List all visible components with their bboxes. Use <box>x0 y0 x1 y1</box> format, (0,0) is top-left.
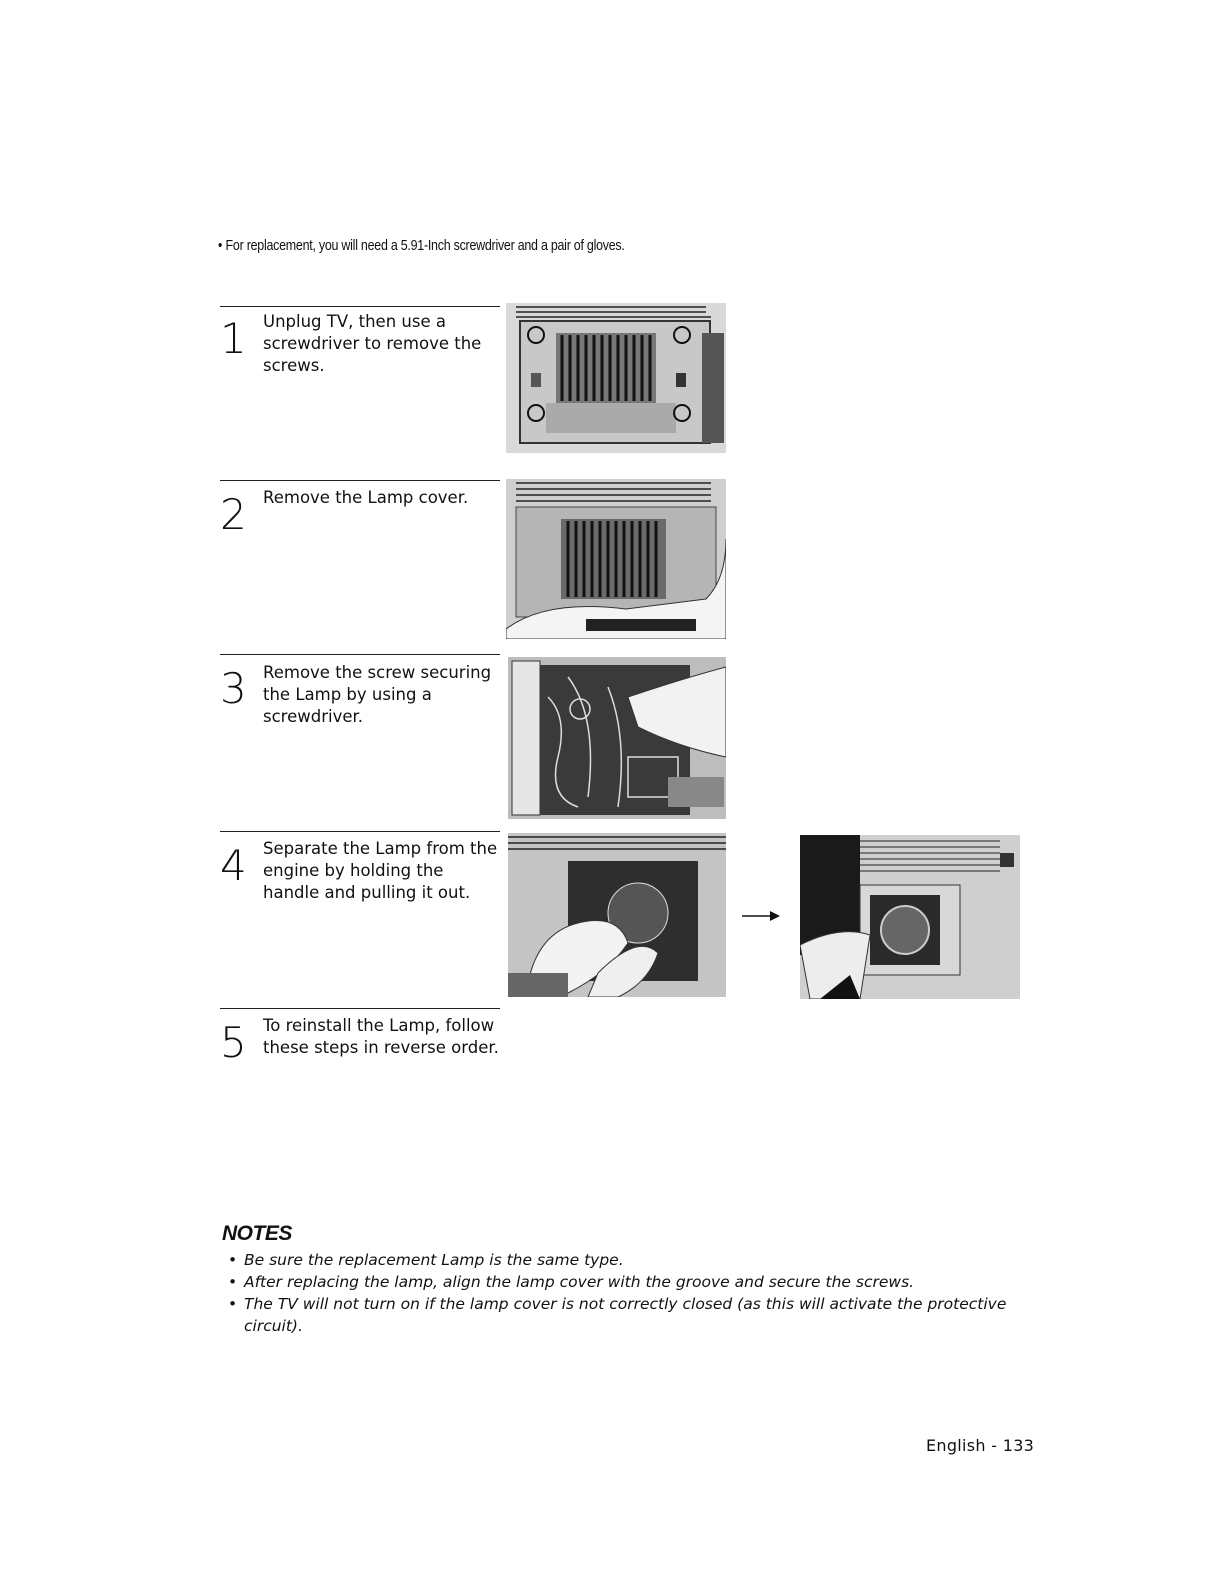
notes-list <box>226 1249 1016 1337</box>
step-5-text: To reinstall the Lamp, follow these steps in reverse order. <box>263 1016 499 1057</box>
intro-bullet: • <box>218 238 223 254</box>
step-3-photo-lamp-screw <box>508 657 726 819</box>
intro-note <box>218 238 625 254</box>
step-1-rule <box>220 306 500 307</box>
step-4-photo-grip-handle <box>508 833 726 997</box>
step-2-number: 2 <box>220 490 247 539</box>
step-1-photo-rear-panel <box>506 303 726 453</box>
step-4-rule <box>220 831 500 832</box>
note-text: Be sure the replacement Lamp is the same type. <box>244 1251 624 1269</box>
note-bullet: • <box>228 1273 238 1291</box>
step-4-number: 4 <box>220 841 247 890</box>
step-1-number: 1 <box>220 314 247 363</box>
right-arrow-icon <box>742 909 780 923</box>
intro-text: For replacement, you will need a 5.91-Inch screwdriver and a pair of gloves. <box>225 238 625 254</box>
list-item <box>226 1249 1016 1271</box>
step-3-number: 3 <box>220 664 247 713</box>
note-bullet: • <box>228 1251 238 1269</box>
step-4-photo-lamp-removed <box>800 835 1020 999</box>
step-2-rule <box>220 480 500 481</box>
step-2-text: Remove the Lamp cover. <box>263 488 469 507</box>
note-text: After replacing the lamp, align the lamp cover with the groove and secure the screws. <box>244 1273 915 1291</box>
step-5-number: 5 <box>220 1018 247 1067</box>
step-4-text: Separate the Lamp from the engine by holding the handle and pulling it out. <box>263 839 498 902</box>
step-3-rule <box>220 654 500 655</box>
step-3-text: Remove the screw securing the Lamp by using a screwdriver. <box>263 663 492 726</box>
list-item <box>226 1293 1016 1337</box>
step-1-text: Unplug TV, then use a screwdriver to remove the screws. <box>263 312 482 375</box>
note-bullet: • <box>228 1295 238 1313</box>
list-item <box>226 1271 1016 1293</box>
page-number: English - 133 <box>926 1436 1035 1455</box>
note-text: The TV will not turn on if the lamp cover is not correctly closed (as this will activate the protective circuit). <box>244 1295 1007 1335</box>
step-5-rule <box>220 1008 500 1009</box>
notes-title: NOTES <box>222 1222 292 1245</box>
step-2-photo-lamp-cover <box>506 479 726 639</box>
